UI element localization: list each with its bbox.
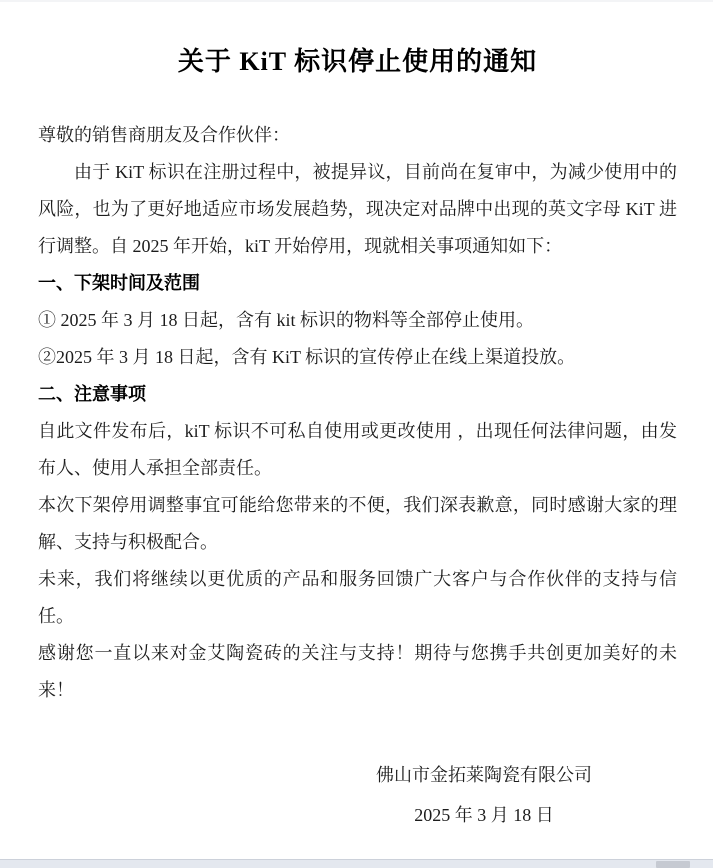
body-paragraph: 未来，我们将继续以更优质的产品和服务回馈广大客户与合作伙伴的支持与信任。 [38, 569, 677, 626]
salutation-line: 尊敬的销售商朋友及合作伙伴： [38, 125, 290, 145]
horizontal-scrollbar-track[interactable] [0, 859, 713, 868]
body-paragraph: 感谢您一直以来对金艾陶瓷砖的关注与支持！期待与您携手共创更加美好的未来！ [38, 643, 677, 700]
body-paragraph: 由于 KiT 标识在注册过程中，被提异议，目前尚在复审中，为减少使用中的风险，也为了更好地适应市场发展趋势，现决定对品牌中出现的英文字母 KiT 进行调整。自 2025 年开始，kiT 开始停用，现就相关事项通知如下： [38, 162, 677, 256]
page-top-divider [0, 0, 713, 2]
signature-block [376, 755, 592, 835]
body-paragraph: 自此文件发布后，kiT 标识不可私自使用或更改使用 ，出现任何法律问题，由发布人、使用人承担全部责任。 [38, 421, 677, 478]
body-paragraph: ②2025 年 3 月 18 日起，含有 KiT 标识的宣传停止在线上渠道投放。 [38, 347, 576, 367]
document-title: 关于 KiT 标识停止使用的通知 [177, 47, 538, 76]
horizontal-scrollbar-thumb[interactable] [656, 861, 690, 868]
section-heading: 二、注意事项 [38, 384, 146, 404]
signature-company: 佛山市金拓莱陶瓷有限公司 [376, 765, 592, 785]
body-paragraph: ① 2025 年 3 月 18 日起，含有 kit 标识的物料等全部停止使用。 [38, 310, 534, 330]
document-body [38, 154, 677, 709]
section-heading: 一、下架时间及范围 [38, 273, 200, 293]
signature-date: 2025 年 3 月 18 日 [414, 805, 554, 825]
body-paragraph: 本次下架停用调整事宜可能给您带来的不便，我们深表歉意，同时感谢大家的理解、支持与积极配合。 [38, 495, 677, 552]
